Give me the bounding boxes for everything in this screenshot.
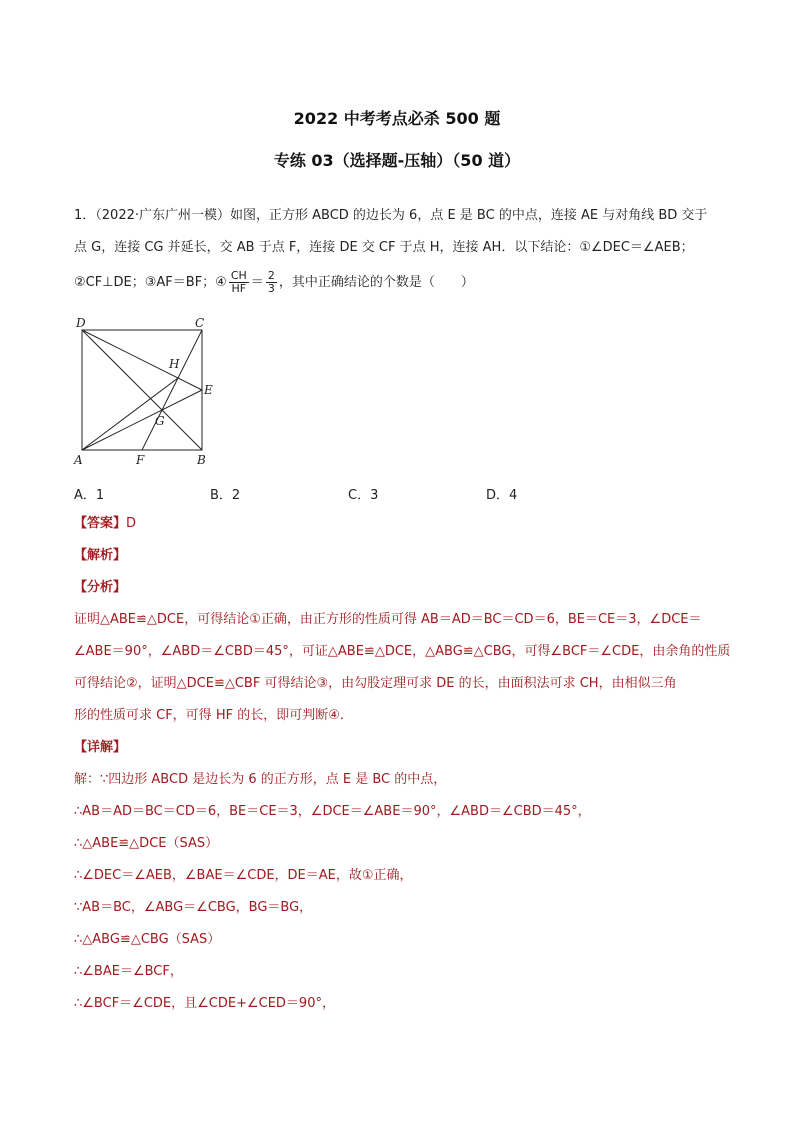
fenxi-line: ∠ABE＝90°，∠ABD＝∠CBD＝45°，可证△ABE≌△DCE，△ABG≌△CBG，可得∠BCF＝∠CDE，由余角的性质	[74, 644, 731, 659]
fenxi-line: 形的性质可求 CF，可得 HF 的长，即可判断④．	[74, 708, 353, 723]
ratio-fraction: $\frac{CH}{HF}$	[230, 269, 247, 295]
detail-line: ∴∠BAE＝∠BCF，	[74, 964, 183, 979]
fenxi-line: 可得结论②，证明△DCE≌△CBF 可得结论③，由勾股定理可求 DE 的长，由面积法可求 CH，由相似三角	[74, 676, 677, 691]
label-e: E	[204, 383, 213, 397]
label-a: A	[74, 453, 83, 467]
page-title: 2022 中考考点必杀 500 题	[293, 109, 501, 128]
label-b: B	[197, 453, 206, 467]
geometry-figure	[70, 312, 230, 472]
question-line-1: 1．（2022·广东广州一模）如图，正方形 ABCD 的边长为 6，点 E 是 BC 的中点，连接 AE 与对角线 BD 交于	[74, 208, 708, 223]
label-c: C	[195, 316, 205, 330]
value-fraction: $\frac{2}{3}$	[267, 269, 275, 295]
label-h: H	[169, 357, 180, 371]
label-g: G	[155, 414, 165, 428]
page-subtitle: 专练 03（选择题-压轴）（50 道）	[273, 151, 521, 170]
analysis-tag: 【解析】	[74, 548, 127, 563]
answer-tag: 【答案】	[74, 516, 127, 531]
answer-value: D	[126, 516, 137, 531]
option-a: A．1	[74, 488, 105, 503]
fenxi-tag: 【分析】	[74, 580, 127, 595]
detail-tag: 【详解】	[74, 740, 127, 755]
option-b: B．2	[210, 488, 241, 503]
answer-line	[74, 515, 734, 533]
question-line-2: 点 G，连接 CG 并延长，交 AB 于点 F，连接 DE 交 CF 于点 H，连接 AH．以下结论：①∠DEC＝∠AEB；	[74, 240, 694, 255]
label-f: F	[136, 453, 145, 467]
detail-line: ∴△ABG≌△CBG（SAS）	[74, 932, 221, 947]
detail-line: ∴AB＝AD＝BC＝CD＝6，BE＝CE＝3，∠DCE＝∠ABE＝90°，∠ABD＝∠CBD＝45°，	[74, 804, 591, 819]
segment-ae	[82, 390, 202, 450]
equals-sign: ＝	[250, 275, 264, 290]
question-line-3-start: ②CF⊥DE；③AF＝BF；④	[74, 275, 227, 290]
fenxi-line: 证明△ABE≌△DCE，可得结论①正确，由正方形的性质可得 AB＝AD＝BC＝CD＝6，BE＝CE＝3，∠DCE＝	[74, 612, 702, 627]
label-d: D	[76, 316, 86, 330]
detail-line: 解：∵四边形 ABCD 是边长为 6 的正方形，点 E 是 BC 的中点，	[74, 772, 447, 787]
question-line-3	[74, 270, 734, 295]
option-d: D．4	[486, 488, 518, 503]
detail-line: ∵AB＝BC，∠ABG＝∠CBG，BG＝BG，	[74, 900, 313, 915]
detail-line: ∴△ABE≌△DCE（SAS）	[74, 836, 219, 851]
question-line-3-end: ，其中正确结论的个数是（ ）	[278, 275, 474, 290]
segment-de	[82, 330, 202, 390]
segment-cf	[142, 330, 202, 450]
diagonal-bd	[82, 330, 202, 450]
detail-line: ∴∠DEC＝∠AEB，∠BAE＝∠CDE，DE＝AE，故①正确，	[74, 868, 413, 883]
option-c: C．3	[348, 488, 379, 503]
detail-line: ∴∠BCF＝∠CDE，且∠CDE+∠CED＝90°，	[74, 996, 335, 1011]
